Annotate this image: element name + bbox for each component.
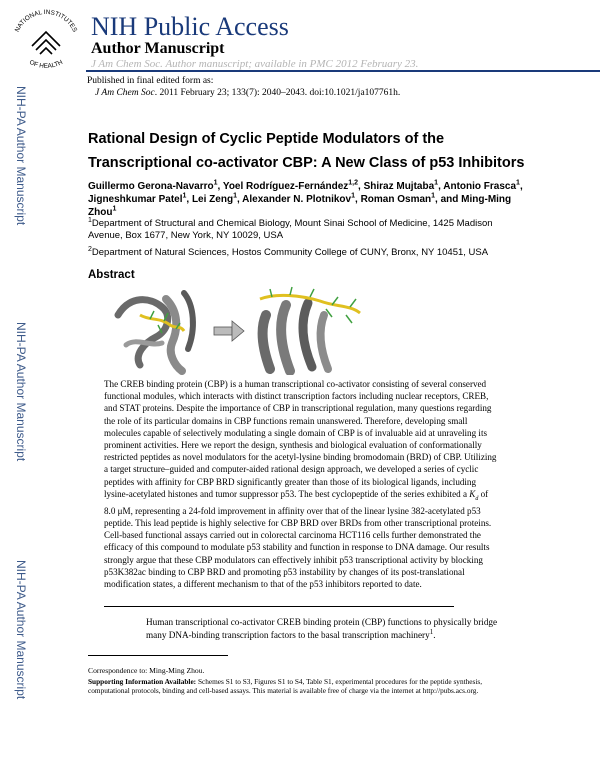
paper-title — [88, 127, 588, 175]
author-entry — [443, 181, 522, 192]
author-entry — [242, 194, 360, 205]
intro-text-end: . — [433, 629, 436, 640]
kd-subscript: d — [475, 495, 479, 502]
author-affiliation-marker: 1 — [431, 192, 436, 200]
abstract-divider — [104, 606, 454, 607]
correspondence-note: Correspondence to: Ming-Ming Zhou. — [88, 666, 205, 675]
abstract-heading: Abstract — [88, 269, 135, 281]
author-separator: , — [438, 181, 444, 192]
intro-paragraph — [146, 616, 506, 641]
supporting-info-note — [88, 677, 506, 696]
title-line-2: Transcriptional co-activator CBP: A New Class of p53 Inhibitors — [88, 155, 525, 171]
affiliation-2 — [88, 247, 518, 259]
author-separator: , — [519, 181, 523, 192]
author-affiliation-marker: 1 — [213, 179, 218, 187]
title-line-1: Rational Design of Cyclic Peptide Modulators of the — [88, 131, 445, 147]
footnote-divider — [88, 655, 228, 656]
author-list — [88, 180, 528, 219]
author-separator: , — [186, 194, 192, 205]
citation-details: . 2011 February 23; 133(7): 2040–2043. doi:10.1021/ja107761h. — [154, 88, 401, 98]
author-affiliation-marker: 1,2 — [348, 179, 359, 187]
author-affiliation-marker: 1 — [516, 179, 520, 187]
intro-text: Human transcriptional co-activator CREB binding protein (CBP) functions to physically bridge many DNA-binding transcription factors to the basal transcription machinery — [146, 617, 498, 640]
author-separator: , — [217, 181, 223, 192]
author-name: Roman Osman — [360, 194, 432, 205]
supporting-info-label: Supporting Information Available: — [88, 677, 197, 686]
published-in-label: Published in final edited form as: — [87, 76, 214, 86]
toc-graphic — [110, 285, 380, 375]
author-name: Shiraz Mujtaba — [363, 181, 435, 192]
header-divider — [86, 70, 600, 72]
author-name: Lei Zeng — [191, 194, 234, 205]
author-name: Jigneshkumar Patel — [88, 194, 183, 205]
author-name: Ming-Ming Zhou — [88, 194, 512, 218]
nih-public-access-title: NIH Public Access — [91, 12, 289, 41]
author-manuscript-label: Author Manuscript — [91, 40, 225, 57]
affiliation-1 — [88, 218, 518, 242]
protein-structure-right-image — [260, 287, 360, 371]
nih-logo — [8, 6, 84, 68]
author-entry — [88, 194, 192, 205]
intro-reference-marker: 1 — [429, 627, 434, 636]
svg-text:OF HEALTH: OF HEALTH — [28, 58, 64, 68]
manuscript-citation: J Am Chem Soc. Author manuscript; available in PMC 2012 February 23. — [91, 58, 419, 70]
affiliation-2-marker: 2 — [88, 245, 92, 253]
affiliation-2-text: Department of Natural Sciences, Hostos Community College of CUNY, Bronx, NY 10451, USA — [91, 247, 489, 258]
author-name: Alexander N. Plotnikov — [242, 194, 352, 205]
protein-structure-left-image — [118, 293, 193, 371]
author-separator: , — [355, 194, 361, 205]
author-separator: , — [358, 181, 364, 192]
affiliation-1-text: Department of Structural and Chemical Biology, Mount Sinai School of Medicine, 1425 Madison Avenue, Box 1677, New York, NY 10029, USA — [88, 218, 493, 241]
author-entry — [88, 181, 223, 192]
author-entry — [192, 194, 242, 205]
author-separator: , — [236, 194, 243, 205]
affiliation-1-marker: 1 — [88, 216, 92, 224]
abstract-text — [104, 378, 500, 590]
author-name: Antonio Frasca — [443, 181, 517, 192]
author-name: Guillermo Gerona-Navarro — [88, 181, 214, 192]
author-affiliation-marker: 1 — [434, 179, 439, 187]
arrow-icon — [214, 321, 244, 341]
author-entry — [361, 194, 462, 205]
side-watermark-bottom: NIH-PA Author Manuscript — [14, 560, 28, 700]
journal-citation — [95, 88, 400, 98]
kd-symbol: K — [469, 488, 476, 499]
eagle-emblem-icon — [32, 32, 60, 54]
author-entry — [223, 181, 364, 192]
author-affiliation-marker: 1 — [182, 192, 187, 200]
abstract-text-part-2: of 8.0 μM, representing a 24-fold improvement in affinity over that of the linear lysine 382-acetylated p53 peptide. This lead peptide is highly selective for CBP BRD over BRDs from other transcriptional proteins. Cell-based functional assays carried out in colorectal carcinoma HCT116 cells further demonstrated the efficacy of this compound to modulate p53 stability and function in response to DNA damage. Our results strongly argue that these CBP modulators can effectively inhibit p53 transcriptional activity by blocking p53K382ac binding to CBP BRD and promoting p53 instability by changes of its post-translational modification states, a different mechanism to that of the p53 inhibitors reported to date. — [104, 488, 492, 590]
author-name: Yoel Rodríguez-Fernández — [222, 181, 349, 192]
author-entry — [364, 181, 444, 192]
author-affiliation-marker: 1 — [351, 192, 355, 200]
side-watermark-top: NIH-PA Author Manuscript — [14, 86, 28, 226]
side-watermark-middle: NIH-PA Author Manuscript — [14, 322, 28, 462]
supporting-info-text: Schemes S1 to S3, Figures S1 to S4, Table S1, experimental procedures for the peptide synthesis, computational protocols, binding and cell-based assays. This material is available free of charge via the internet at http://pubs.acs.org. — [88, 677, 483, 696]
author-separator: , and — [435, 194, 462, 205]
author-affiliation-marker: 1 — [112, 205, 117, 213]
svg-text:NATIONAL INSTITUTES: NATIONAL INSTITUTES — [13, 8, 79, 34]
journal-name: J Am Chem Soc — [95, 88, 155, 98]
author-affiliation-marker: 1 — [233, 192, 237, 200]
abstract-text-part-1: The CREB binding protein (CBP) is a human transcriptional co-activator consisting of several conserved functional modules, which interacts with distinct transcription factors including nuclear receptors, CREB, and STAT proteins. Despite the importance of CBP in transcriptional regulation, many questions regarding the role of its particular domains in CBP functions remain unanswered. Therefore, developing small molecules capable of selectively modulating a single domain of CBP is of invaluable aid at unraveling its prominent activities. Here we report the design, synthesis and biological evaluation of conformationally restricted peptides as novel modulators for the acetyl-lysine binding bromodomain (BRD) of CBP. Utilizing a target structure–guided and computer-aided rational design approach, we developed a series of cyclic peptides with affinity for CBP BRD significantly greater than those of its biological ligands, including lysine-acetylated histones and tumor suppressor p53. The best cyclopeptide of the series exhibited a — [104, 379, 497, 499]
